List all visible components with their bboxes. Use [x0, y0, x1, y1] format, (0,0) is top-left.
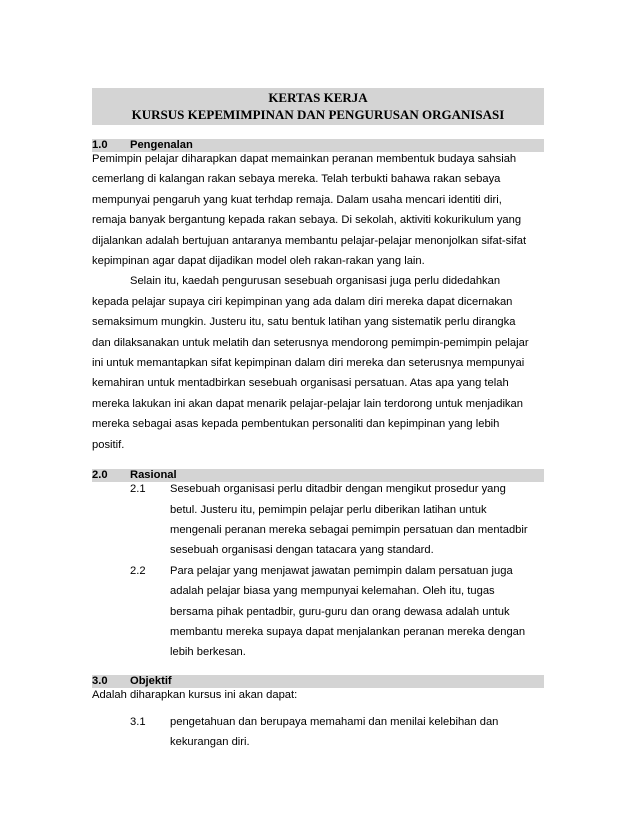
section-title: Pengenalan [130, 139, 193, 151]
paragraph-line: semaksimum mungkin. Justeru itu, satu bentuk latihan yang sistematik perlu dirangka [92, 316, 516, 329]
objektif-intro [92, 688, 544, 702]
paragraph-line: positif. [92, 438, 125, 451]
item-line: membantu mereka supaya dapat menjalankan peranan mereka dengan [170, 625, 526, 638]
paragraph-line: mempunyai pengaruh yang kuat terhdap remaja. Dalam usaha mencari identiti diri, [92, 193, 502, 206]
item-line: kekurangan diri. [170, 736, 250, 749]
paragraph-line: kepimpinan agar dapat dijadikan model oleh rakan-rakan yang lain. [92, 255, 425, 268]
section-heading-objektif [92, 675, 544, 688]
objektif-item-3-1 [92, 712, 544, 753]
document-subtitle: KURSUS KEPEMIMPINAN DAN PENGURUSAN ORGANISASI [131, 107, 505, 122]
item-line: pengetahuan dan berupaya memahami dan menilai kelebihan dan [170, 715, 499, 728]
section-heading-pengenalan [92, 139, 544, 152]
document-title: KERTAS KERJA [268, 90, 368, 105]
item-line: bersama pihak pentadbir, guru-guru dan orang dewasa adalah untuk [170, 605, 510, 618]
paragraph-line: kemahiran untuk mentadbirkan sesebuah organisasi persatuan. Atas apa yang telah [92, 377, 509, 390]
document-page [92, 88, 544, 753]
paragraph-line: cemerlang di kalangan rakan sebaya mereka. Telah terbukti bahawa rakan sebaya [92, 173, 501, 186]
item-number: 2.2 [130, 564, 146, 577]
item-line: sesebuah organisasi dengan tatacara yang standard. [170, 544, 434, 557]
item-line: adalah pelajar biasa yang mempunyai kelemahan. Oleh itu, tugas [170, 585, 495, 598]
paragraph-line: dijalankan adalah bertujuan antaranya membantu pelajar-pelajar menonjolkan sifat-sifat [92, 234, 527, 247]
item-line: betul. Justeru itu, pemimpin pelajar perlu diberikan latihan untuk [170, 503, 487, 516]
paragraph-line: Pemimpin pelajar diharapkan dapat memainkan peranan membentuk budaya sahsiah [92, 153, 517, 165]
item-line: mengenali peranan mereka sebagai pemimpin persatuan dan mentadbir [170, 523, 528, 536]
item-number: 3.1 [130, 715, 146, 728]
paragraph-line: Selain itu, kaedah pengurusan sesebuah organisasi juga perlu didedahkan [130, 275, 501, 288]
rasional-item-2-1 [92, 479, 544, 561]
paragraph-line: mereka lakukan ini akan dapat menarik pelajar-pelajar lain terdorong untuk menjadikan [92, 397, 523, 410]
document-title-band [92, 88, 544, 125]
paragraph-line: remaja banyak bergantung kepada rakan sebaya. Di sekolah, aktiviti kokurikulum yang [92, 214, 522, 227]
paragraph-line: dan dilaksanakan untuk melatih dan seterusnya mendorong pemimpin-pemimpin pelajar [92, 336, 529, 349]
section-title: Rasional [130, 469, 177, 482]
item-number: 2.1 [130, 483, 146, 496]
paragraph-line: mereka sebagai asas kepada pembentukan personaliti dan kepimpinan yang lebih [92, 418, 500, 431]
section-number: 2.0 [92, 469, 108, 482]
section-number: 1.0 [92, 139, 108, 151]
paragraph-line: ini untuk memantapkan sifat kepimpinan dalam diri mereka dan seterusnya mempunyai [92, 357, 525, 370]
intro-paragraph-1 [92, 149, 544, 271]
section-number: 3.0 [92, 674, 108, 687]
item-line: Sesebuah organisasi perlu ditadbir dengan mengikut prosedur yang [170, 483, 506, 496]
section-title: Objektif [130, 674, 172, 687]
item-line: Para pelajar yang menjawat jawatan pemimpin dalam persatuan juga [170, 564, 513, 577]
rasional-item-2-2 [92, 561, 544, 663]
item-line: lebih berkesan. [170, 646, 246, 659]
paragraph-line: kepada pelajar supaya ciri kepimpinan yang ada dalam diri mereka dapat dicernakan [92, 295, 513, 308]
intro-paragraph-2 [92, 271, 544, 455]
paragraph-line: Adalah diharapkan kursus ini akan dapat: [92, 688, 298, 701]
